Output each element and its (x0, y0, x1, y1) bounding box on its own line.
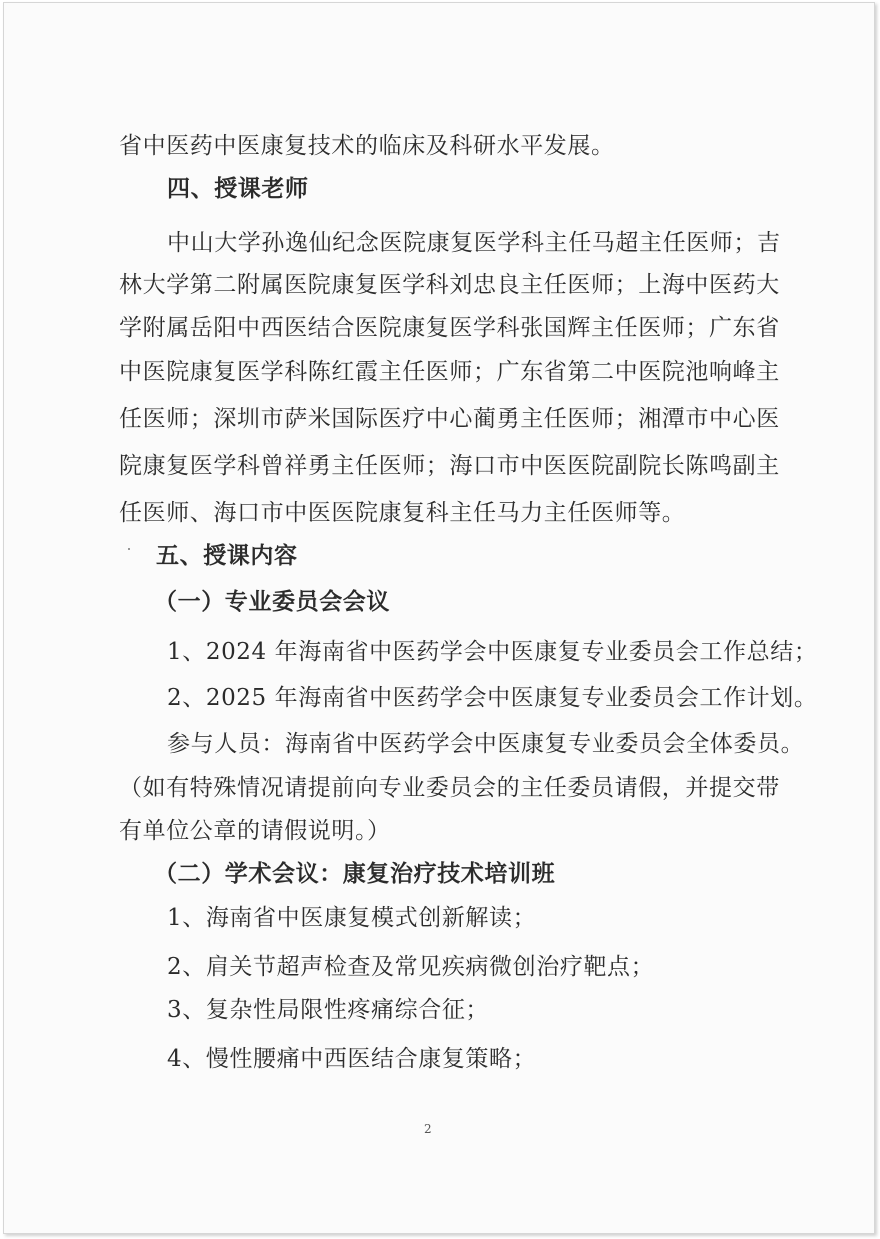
list-item: 2、肩关节超声检查及常见疾病微创治疗靶点； (167, 954, 655, 980)
paragraph-line: （如有特殊情况请提前向专业委员会的主任委员请假，并提交带 (119, 775, 780, 801)
section-heading-teachers: 四、授课老师 (167, 176, 309, 202)
list-item: 1、海南省中医康复模式创新解读； (167, 905, 537, 931)
paragraph-line: 中山大学孙逸仙纪念医院康复医学科主任马超主任医师；吉 (167, 230, 781, 256)
paragraph-line: 任医师；深圳市萨米国际医疗中心蔺勇主任医师；湘潭市中心医 (119, 406, 780, 432)
paragraph-line: 省中医药中医康复技术的临床及科研水平发展。 (119, 133, 615, 159)
list-item: 4、慢性腰痛中西医结合康复策略； (167, 1046, 537, 1072)
list-item: 2、2025 年海南省中医药学会中医康复专业委员会工作计划。 (167, 685, 818, 711)
paragraph-line: 学附属岳阳中西医结合医院康复医学科张国辉主任医师；广东省 (119, 315, 780, 341)
page-number: 2 (424, 1122, 432, 1136)
list-item: 3、复杂性局限性疼痛综合征； (167, 997, 490, 1023)
section-heading-content: 五、授课内容 (156, 543, 298, 569)
paragraph-line: 有单位公章的请假说明。） (119, 818, 391, 844)
subsection-heading-academic-meeting: （二）学术会议：康复治疗技术培训班 (154, 861, 556, 887)
paragraph-line: 参与人员：海南省中医药学会中医康复专业委员会全体委员。 (167, 731, 805, 757)
document-page (3, 2, 875, 1234)
paragraph-line: 任医师、海口市中医医院康复科主任马力主任医师等。 (119, 500, 686, 526)
subsection-heading-committee-meeting: （一）专业委员会会议 (154, 589, 390, 615)
paragraph-line: 中医院康复医学科陈红霞主任医师；广东省第二中医院池响峰主 (119, 359, 780, 385)
scan-speck (128, 548, 130, 550)
paragraph-line: 院康复医学科曾祥勇主任医师；海口市中医医院副院长陈鸣副主 (119, 453, 780, 479)
list-item: 1、2024 年海南省中医药学会中医康复专业委员会工作总结； (167, 639, 818, 665)
paragraph-line: 林大学第二附属医院康复医学科刘忠良主任医师；上海中医药大 (119, 272, 780, 298)
